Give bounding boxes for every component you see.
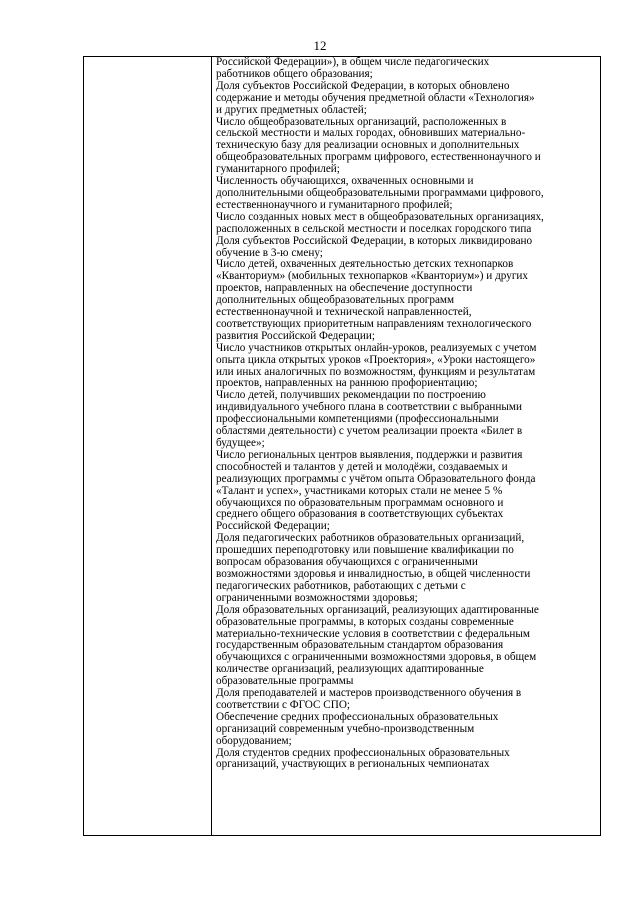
indicator-text: Доля педагогических работников образовательных организаций, прошедших переподготовку или повышение квалификации по вопросам образования обучающихся с ограниченными возможностями здоровья и инвалидностью, в общей численности педагогических работников, работающих с детьми с ограниченными возможностями здоровья; [216, 532, 531, 604]
indicator-text: Доля образовательных организаций, реализующих адаптированные образовательные программы, в которых созданы современные материально-технические условия в соответствии с федеральным государственным образовательным стандартом образования обучающихся с ограниченными возможностями здоровья, в общем количестве организаций, реализующих адаптированные образовательные программы [216, 603, 539, 688]
indicator-text: Российской Федерации»), в общем числе педагогических работников общего образования; [216, 56, 490, 80]
indicator-text: Число созданных новых мест в общеобразовательных организациях, расположенных в сельской местности и поселках городского типа [216, 210, 544, 235]
page-number: 12 [313, 38, 327, 53]
indicator-text: Численность обучающихся, охваченных основными и дополнительными общеобразовательными программами цифрового, естественнонаучного и гуманитарного профилей; [216, 175, 544, 211]
indicator-text: Число детей, получивших рекомендации по построению индивидуального учебного плана в соответствии с выбранными профессиональными компетенциями (профессиональными областями деятельности) с учетом реализации проекта «Билет в будущее»; [216, 389, 523, 449]
table-cell-left [84, 57, 212, 836]
indicator-text: Число участников открытых онлайн-уроков, реализуемых с учетом опыта цикла открытых уроков «Проектория», «Уроки настоящего» или иных аналогичных по возможностям, функциям и результатам проектов, направленных на раннюю профориентацию; [216, 341, 537, 390]
indicator-text: Число региональных центров выявления, поддержки и развития способностей и талантов у детей и молодёжи, создаваемых и реализующих программы с учётом опыта Образовательного фонда «Талант и успех», участниками которых стали не менее 5 % обучающихся по образовательным программам основного и среднего общего образования в соответствующих субъектах Российской Федерации; [216, 448, 536, 533]
indicator-text: Доля студентов средних профессиональных образовательных организаций, участвующих в региональных чемпионатах [216, 746, 510, 771]
indicator-text: Доля преподавателей и мастеров производственного обучения в соответствии с ФГОС СПО; [216, 687, 522, 711]
indicators-table [83, 56, 601, 836]
indicator-text: Доля субъектов Российской Федерации, в которых ликвидировано обучение в 3-ю смену; [216, 234, 533, 259]
indicator-text: Число детей, охваченных деятельностью детских технопарков «Кванториум» (мобильных технопарков «Кванториум») и других проектов, направленных на обеспечение доступности дополнительных общеобразовательных программ естественнонаучной и технической направленностей, соответствующих приоритетным направлениям технологического развития Российской Федерации; [216, 258, 532, 342]
table-row [84, 57, 601, 836]
indicator-text: Число общеобразовательных организаций, расположенных в сельской местности и малых городах, обновивших материально- техническую базу для реализации основных и дополнительных общеобразовательных программ цифрового, естественнонаучного и гуманитарного профилей; [216, 115, 541, 176]
indicator-text: Обеспечение средних профессиональных образовательных организаций современным учебно-производственным оборудованием; [216, 710, 499, 747]
indicator-text: Доля субъектов Российской Федерации, в которых обновлено содержание и методы обучения предметной области «Технология» и других предметных областей; [216, 79, 535, 116]
table-cell-indicators [212, 57, 601, 836]
